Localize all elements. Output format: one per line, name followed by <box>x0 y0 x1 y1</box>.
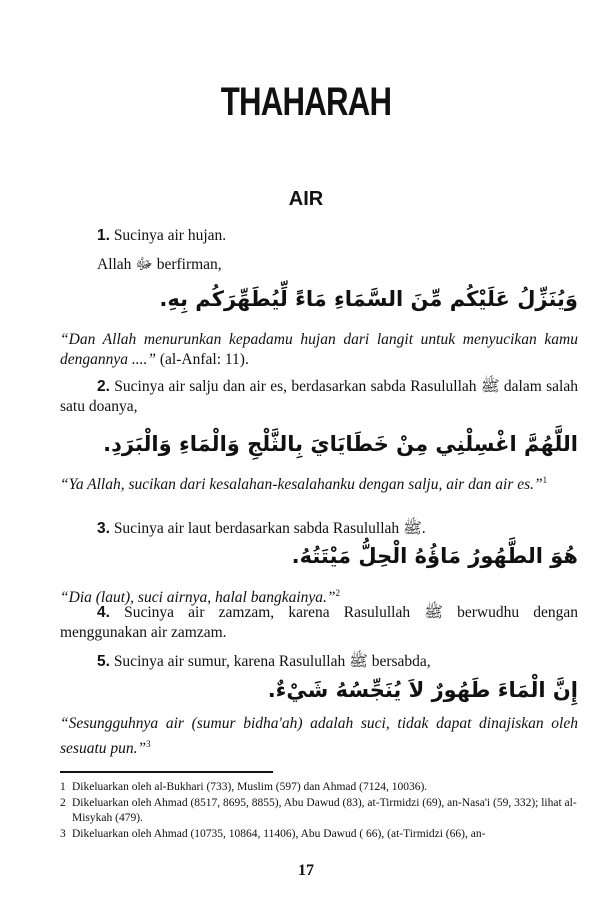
footnote-ref: 3 <box>146 739 151 749</box>
translation-2 <box>60 470 578 495</box>
item-1 <box>60 226 578 246</box>
item-5 <box>60 652 578 672</box>
footnote-divider <box>60 771 273 773</box>
footnote-number: 2 <box>60 796 66 809</box>
item-number: 5. <box>97 653 110 670</box>
item-text: Sucinya air laut berdasarkan sabda Rasulullah ﷺ. <box>113 520 426 537</box>
translation-1 <box>60 330 578 370</box>
item-text: Sucinya air sumur, karena Rasulullah ﷺ bersabda, <box>113 653 431 670</box>
footnote-number: 1 <box>60 781 66 793</box>
translation-4 <box>60 714 578 759</box>
item-number: 4. <box>97 604 110 621</box>
page-number: 17 <box>298 862 314 879</box>
item-text: Sucinya air salju dan air es, berdasarkan sabda Rasulullah ﷺ dalam salah satu doanya, <box>60 378 578 415</box>
footnote-text: Dikeluarkan oleh Ahmad (10735, 10864, 11406), Abu Dawud ( 66), (at-Tirmidzi (66), an- <box>72 827 486 840</box>
chapter-title: THAHARAH <box>220 80 392 124</box>
item-4 <box>60 603 578 643</box>
arabic-hadith: هُوَ الطَّهُورُ مَاؤُهُ الْحِلُّ مَيْتَتُهُ. <box>291 544 578 568</box>
item-2 <box>60 377 578 417</box>
footnote-text: Dikeluarkan oleh al-Bukhari (733), Muslim (597) dan Ahmad (7124, 10036). <box>72 781 428 793</box>
item-number: 2. <box>97 378 110 395</box>
footnote-number: 3 <box>60 827 66 840</box>
arabic-hadith: إِنَّ الْمَاءَ طَهُورٌ لاَ يُنَجِّسُهُ شَيْءٌ. <box>267 678 578 702</box>
translation-text: “Dia (laut), suci airnya, halal bangkainya.” <box>60 589 336 607</box>
allah-line: Allah ﷻ berfirman, <box>97 256 222 273</box>
item-text: Sucinya air hujan. <box>113 227 227 244</box>
footnote-ref: 1 <box>542 475 548 485</box>
translation-text: “Sesungguhnya air (sumur bidha'ah) adalah suci, tidak dapat dinajiskan oleh sesuatu pun.” <box>60 715 578 758</box>
arabic-verse: وَيُنَزِّلُ عَلَيْكُم مِّنَ السَّمَاءِ مَاءً لِّيُطَهِّرَكُم بِهِ. <box>159 287 578 311</box>
item-number: 3. <box>97 520 110 537</box>
item-3 <box>60 519 578 539</box>
footnote-ref: 2 <box>335 588 341 598</box>
translation-text: “Dan Allah menurunkan kepadamu hujan dari langit untuk menyucikan kamu dengannya ....” <box>60 331 578 368</box>
footnote-1 <box>60 780 578 796</box>
translation-text: “Ya Allah, sucikan dari kesalahan-kesalahanku dengan salju, air dan air es.” <box>60 476 543 494</box>
verse-reference: (al-Anfal: 11). <box>156 351 249 368</box>
section-heading: AIR <box>288 188 324 210</box>
footnote-text: Dikeluarkan oleh Ahmad (8517, 8695, 8855), Abu Dawud (83), at-Tirmidzi (69), an-Nasa'i (59, 332); lihat al-Misykah (479). <box>72 796 577 824</box>
footnotes <box>60 780 578 842</box>
item-text: Sucinya air zamzam, karena Rasulullah ﷺ berwudhu dengan menggunakan air zamzam. <box>60 604 579 641</box>
footnote-3 <box>60 827 578 843</box>
item-number: 1. <box>97 227 110 244</box>
footnote-2 <box>60 796 578 827</box>
arabic-hadith: اللَّهُمَّ اغْسِلْنِي مِنْ خَطَايَايَ بِالثَّلْجِ وَالْمَاءِ وَالْبَرَدِ. <box>103 432 578 456</box>
